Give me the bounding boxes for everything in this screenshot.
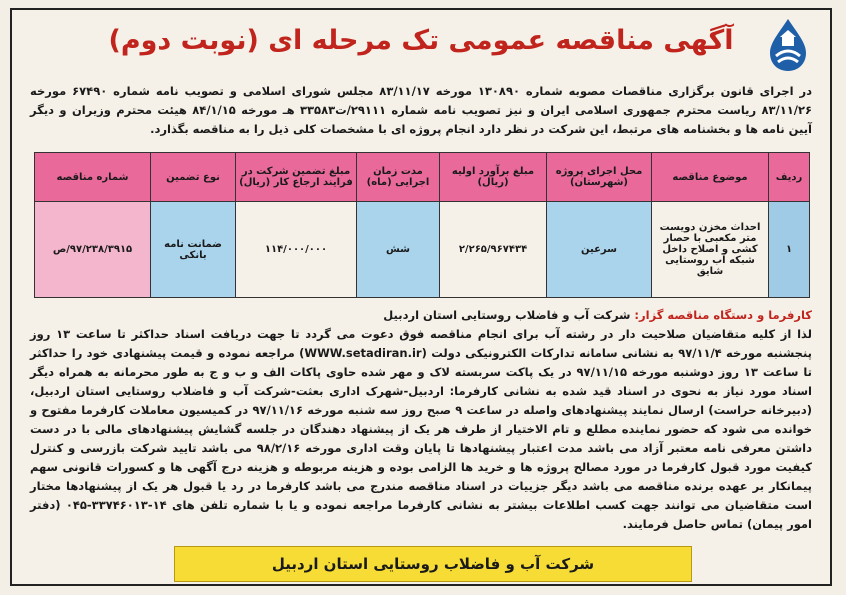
notice-frame xyxy=(10,8,832,586)
header-number: شماره مناقصه xyxy=(35,153,151,202)
cell-idx: ۱ xyxy=(769,202,810,298)
cell-duration: شش xyxy=(357,202,440,298)
tender-table xyxy=(34,152,810,298)
intro-paragraph: در اجرای قانون برگزاری مناقصات مصوبه شماره ۱۳۰۸۹۰ مورخه ۸۳/۱۱/۱۷ مجلس شورای اسلامی و تصویب نامه شماره ۶۷۴۹۰ مورخه ۸۳/۱۱/۲۶ ریاست محترم جمهوری اسلامی ایران و نیز تصویب نامه شماره ۲۹۱۱۱/ت۳۳۵۸۳ هـ مورخه ۸۴/۱/۱۵ هیئت محترم وزیران و دیگر آیین نامه ها و بخشنامه های مرتبط، این شرکت در نظر دارد انجام پروژه ای با مشخصات کلی ذیل را به مناقصه بگذارد. xyxy=(30,84,812,136)
cell-location: سرعین xyxy=(547,202,652,298)
header-guarantee-type: نوع تضمین xyxy=(151,153,236,202)
employer-name: شرکت آب و فاضلاب روستایی استان اردبیل xyxy=(383,308,635,322)
notice-title: آگهی مناقصه عمومی تک مرحله ای (نوبت دوم) xyxy=(108,25,734,56)
table-header-row xyxy=(35,153,810,202)
cell-guarantee: ۱۱۴/۰۰۰/۰۰۰ xyxy=(236,202,357,298)
header-duration: مدت زمان اجرایی (ماه) xyxy=(357,153,440,202)
cell-number: ۹۷/۲۳۸/۳۹۱۵/ص xyxy=(35,202,151,298)
cell-topic: احداث مخزن دویست متر مکعبی با حصار کشی و اصلاح داخل شبکه آب روستایی شایق xyxy=(652,202,769,298)
body-text: لذا از کلیه متقاضیان صلاحیت دار در رشته آب برای انجام مناقصه فوق دعوت می گردد تا جهت دریافت اسناد حداکثر تا ساعت ۱۳ روز پنجشنبه مورخه ۹۷/۱۱/۴ به نشانی سامانه تدارکات الکترونیکی دولت (WWW.setadiran.ir) مراجعه نموده و قیمت پیشنهادی خود را حداکثر تا ساعت ۱۳ روز دوشنبه مورخه ۹۷/۱۱/۱۵ در یک پاکت سربسته لاک و مهر شده حاوی پاکات الف و ب و ج به طور محرمانه به همراه دیگر اسناد مورد نیاز به نحوی در اسناد قید شده به نشانی کارفرما: اردبیل-شهرک اداری بعثت-شرکت آب و فاضلاب روستایی استان اردبیل، (دبیرخانه حراست) ارسال نمایند پیشنهادهای واصله در ساعت ۹ صبح روز سه شنبه مورخه ۹۷/۱۱/۱۶ در کمیسیون معاملات کارفرما مفتوح و خوانده می شود که حضور نماینده مطلع و تام الاختیار از طرف هر یک از پیشنهاد دهندگان در جلسه گشایش پیشنهادهای مالی با در دست داشتن معرفی نامه معتبر آزاد می باشد مدت اعتبار پیشنهادها تا پایان وقت اداری مورخه ۹۸/۲/۱۶ می باشد تایید شرکت بازرسی و کنترل کیفیت مورد قبول کارفرما در مورد مصالح پروژه ها و خرید ها الزامی بوده و هزینه مربوطه و هزینه درج آگهی ها و کسورات قانونی سهم پیمانکار بر عهده برنده مناقصه می باشد دیگر جزییات در اسناد مناقصه مندرج می باشد کارفرما در رد یا قبول هر یک از پیشنهادها مختار است متقاضیان می توانند جهت کسب اطلاعات بیشتر به نشانی کارفرما مراجعه نموده و یا با شماره تلفن های ۱۴-۳۳۷۴۶۰۱۳-۰۴۵ (دفتر امور پیمان) تماس حاصل فرمایند. xyxy=(30,327,812,531)
header-location: محل اجرای پروژه (شهرستان) xyxy=(547,153,652,202)
header-estimate: مبلغ برآورد اولیه (ریال) xyxy=(440,153,547,202)
header-idx: ردیف xyxy=(769,153,810,202)
body-paragraph xyxy=(30,306,812,534)
header-guarantee: مبلغ تضمین شرکت در فرایند ارجاع کار (ریال) xyxy=(236,153,357,202)
employer-label: کارفرما و دستگاه مناقصه گزار: xyxy=(634,308,812,322)
header-topic: موضوع مناقصه xyxy=(652,153,769,202)
footer-banner: شرکت آب و فاضلاب روستایی استان اردبیل xyxy=(174,546,692,582)
cell-guarantee-type: ضمانت نامه بانکی xyxy=(151,202,236,298)
cell-estimate: ۲/۲۶۵/۹۶۷۴۳۴ xyxy=(440,202,547,298)
water-drop-logo-icon xyxy=(760,16,816,74)
table-row xyxy=(35,202,810,298)
